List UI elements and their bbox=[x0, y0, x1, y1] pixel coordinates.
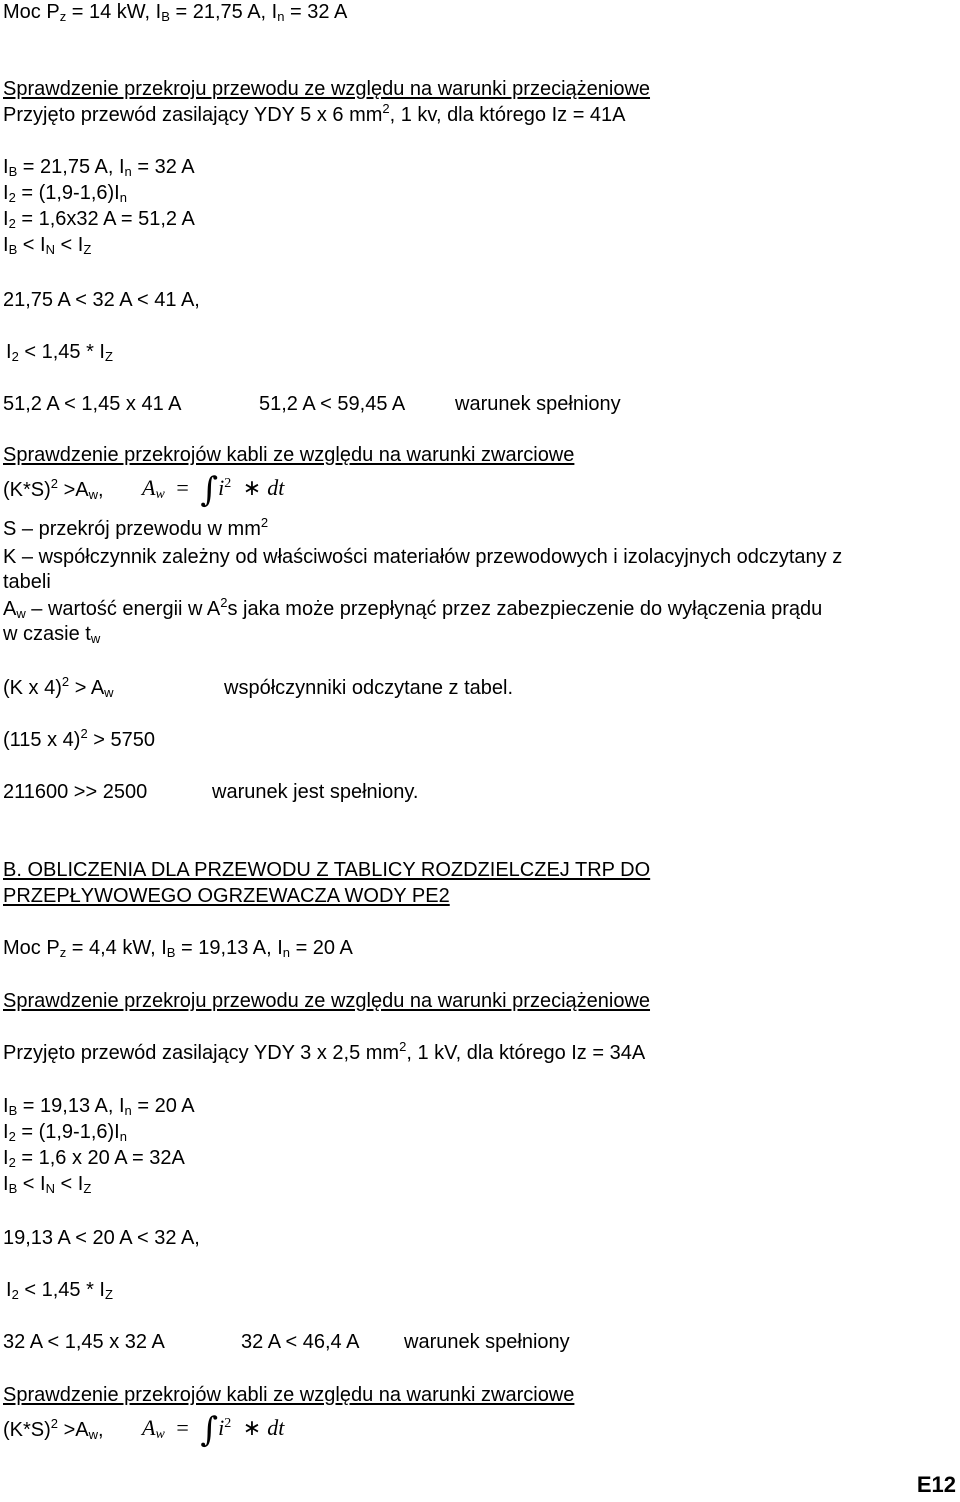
i2-condition-line: $I_2 < 1,45 * I_Z$ bbox=[6, 341, 113, 364]
k115-condition: (115 x 4)$^2$ > 5750 bbox=[3, 726, 155, 751]
i2-check-b-2: 32 A < 46,4 A bbox=[241, 1331, 360, 1353]
power-line-2: Moc $P_z = 4,4$ kW, $I_B = 19,13$ A, $I_n = 20$ A bbox=[3, 937, 353, 960]
section-b-heading-cont: PRZEPŁYWOWEGO OGRZEWACZA WODY PE2 bbox=[3, 885, 450, 907]
cable-choice-line: Przyjęto przewód zasilający YDY 5 x 6 $mm^2$, 1 kv, dla którego Iz = 41A bbox=[3, 101, 626, 126]
cable-choice-line-2: Przyjęto przewód zasilający YDY 3 x 2,5 $mm^2$, 1 kV, dla którego Iz = 34A bbox=[3, 1039, 646, 1064]
energy-integral-formula-2: $A_w = \int i^2$ ∗ dt bbox=[142, 1410, 285, 1450]
condition-values-line: 21,75 A < 32 A < 41 A, bbox=[3, 289, 200, 311]
power-line: Moc $P_z = 14$ kW, $I_B = 21,75$ A, $I_n = 32$ A bbox=[3, 1, 348, 24]
s-definition: S – przekrój przewodu w $mm^2$ bbox=[3, 515, 269, 540]
k-definition: K – współczynnik zależny od właściwości materiałów przewodowych i izolacyjnych odczytany z bbox=[3, 546, 843, 568]
shortcircuit-formula: $(K*S)^2 >A_w$, bbox=[3, 476, 104, 502]
overload-heading: Sprawdzenie przekroju przewodu ze względu na warunki przeciążeniowe bbox=[3, 78, 651, 100]
condition-values-line-2: 19,13 A < 20 A < 32 A, bbox=[3, 1227, 200, 1249]
section-b-heading: B. OBLICZENIA DLA PRZEWODU Z TABLICY ROZDZIELCZEJ TRP DO bbox=[3, 859, 651, 881]
aw-definition-cont: w czasie $t_w$ bbox=[3, 623, 101, 646]
shortcircuit-heading: Sprawdzenie przekrojów kabli ze względu na warunki zwarciowe bbox=[3, 444, 575, 466]
shortcircuit-formula-2: $(K*S)^2 >A_w$, bbox=[3, 1416, 104, 1442]
i2-value-line: $I_2 = 1,6x32$ A = 51,2 A bbox=[3, 208, 195, 231]
result-values: 211600 >> 2500 bbox=[3, 781, 148, 803]
i2-condition-line-2: $I_2 < 1,45 * I_Z$ bbox=[6, 1279, 113, 1302]
result-note: warunek jest spełniony. bbox=[212, 781, 419, 803]
currents-line-2: $I_B = 19,13$ A, $I_n = 20$ A bbox=[3, 1095, 195, 1118]
i2-check-b: 51,2 A < 59,45 A bbox=[259, 393, 406, 415]
k-definition-cont: tabeli bbox=[3, 571, 51, 593]
k4-condition: (K x $4)^2 > A_w$ bbox=[3, 674, 114, 700]
i2-range-line-2: $I_2 = (1,9-1,6)I_n$ bbox=[3, 1121, 127, 1144]
i2-check-a: 51,2 A < 1,45 x 41 A bbox=[3, 393, 182, 415]
shortcircuit-heading-2: Sprawdzenie przekrojów kabli ze względu na warunki zwarciowe bbox=[3, 1384, 575, 1406]
currents-line: $I_B = 21,75$ A, $I_n = 32$ A bbox=[3, 156, 195, 179]
i2-check-result-2: warunek spełniony bbox=[404, 1331, 570, 1353]
i2-check-result: warunek spełniony bbox=[455, 393, 621, 415]
page-number: E12 bbox=[916, 1472, 956, 1497]
energy-integral-formula: $A_w = \int i^2$ ∗ dt bbox=[142, 470, 285, 510]
i2-range-line: $I_2 = (1,9-1,6)I_n$ bbox=[3, 182, 127, 205]
overload-heading-2: Sprawdzenie przekroju przewodu ze względu na warunki przeciążeniowe bbox=[3, 990, 651, 1012]
i2-check-a-2: 32 A < 1,45 x 32 A bbox=[3, 1331, 165, 1353]
condition-line: $I_B < I_N < I_Z$ bbox=[3, 234, 92, 257]
condition-line-2: $I_B < I_N < I_Z$ bbox=[3, 1173, 92, 1196]
i2-value-line-2: $I_2 = 1,6$ x 20 A = 32A bbox=[3, 1147, 185, 1170]
k4-note: współczynniki odczytane z tabel. bbox=[224, 677, 514, 699]
aw-definition: $A_w$ – wartość energii w $A^2s$ jaka może przepłynąć przez zabezpieczenie do wyłączenia prądu bbox=[3, 595, 823, 621]
